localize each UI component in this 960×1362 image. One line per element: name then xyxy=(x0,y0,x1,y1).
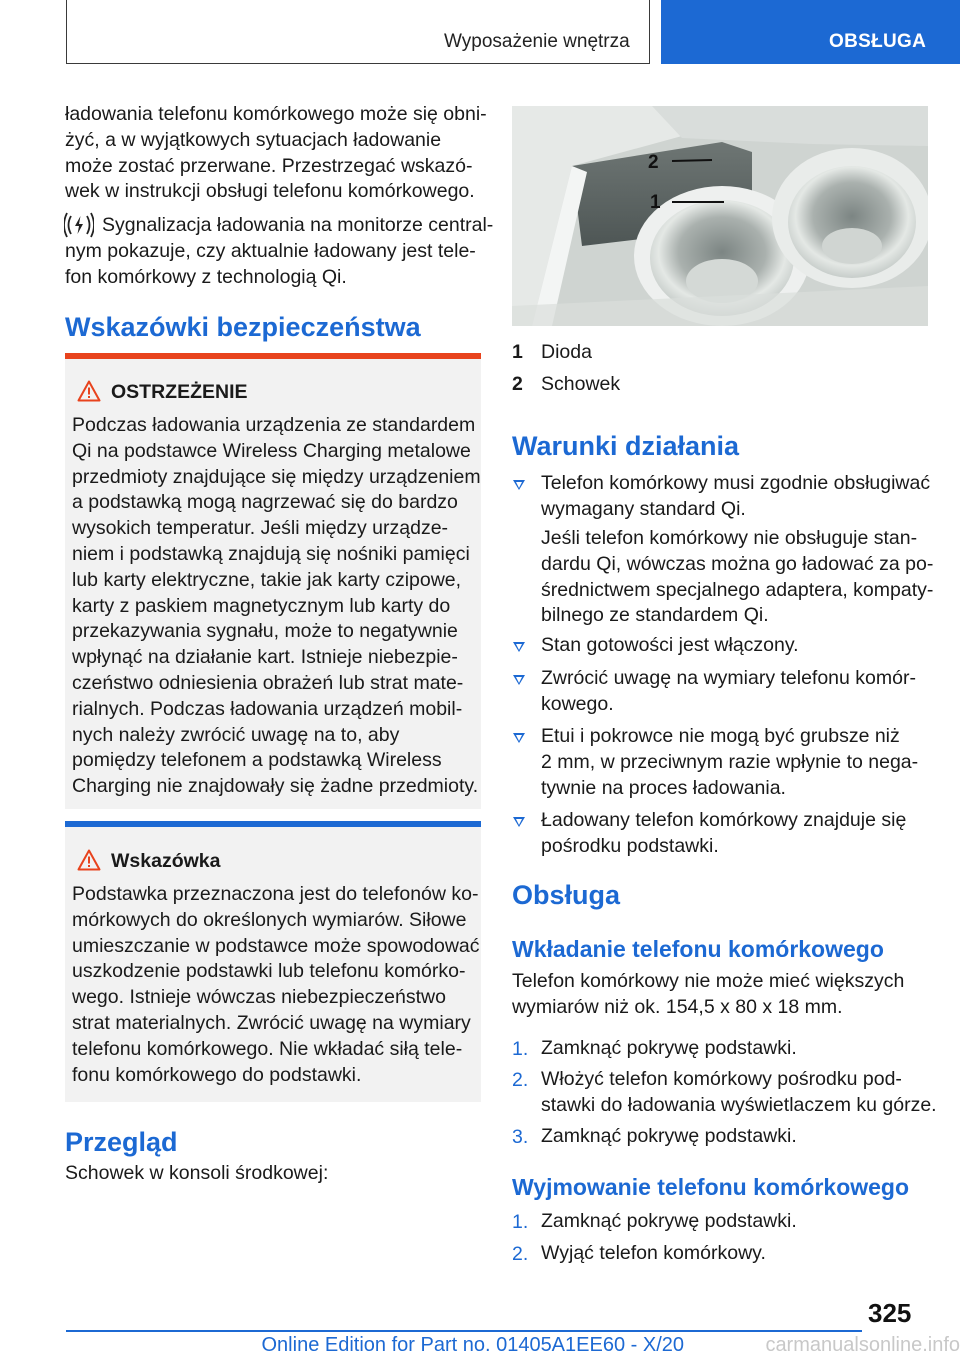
step-number: 2. xyxy=(512,1069,529,1091)
notice-line: wego. Istnieje wówczas niebezpieczeństwo xyxy=(72,986,446,1009)
page-number: 325 xyxy=(868,1298,912,1328)
notice-line: Podstawka przeznaczona jest do telefonów ko- xyxy=(72,883,479,905)
step-line: Włożyć telefon komórkowy pośrodku pod- xyxy=(541,1068,902,1090)
condition-line: pośrodku podstawki. xyxy=(541,834,719,857)
insert-text-line: Telefon komórkowy nie może mieć większych xyxy=(512,970,905,992)
notice-line: uszkodzenie podstawki lub telefonu komórko- xyxy=(72,960,466,983)
notice-triangle-icon xyxy=(77,849,101,871)
intro-line: ładowania telefonu komórkowego może się obni- xyxy=(65,103,487,125)
safety-heading: Wskazówki bezpieczeństwa xyxy=(65,312,421,342)
warning-line: niem i podstawką znajdują się nośniki pamięci xyxy=(72,542,470,565)
bullet-triangle-icon xyxy=(513,480,525,490)
notice-title: Wskazówka xyxy=(111,850,221,872)
condition-line: Stan gotowości jest włączony. xyxy=(541,634,799,656)
condition-line: wymagany standard Qi. xyxy=(541,497,746,520)
warning-title: OSTRZEŻENIE xyxy=(111,381,248,403)
remove-step xyxy=(541,1241,766,1267)
signal-paragraph xyxy=(65,213,493,290)
remove-step xyxy=(541,1209,797,1235)
signal-line: nym pokazuje, czy aktualnie ładowany jest tele- xyxy=(65,239,476,262)
step-line: Zamknąć pokrywę podstawki. xyxy=(541,1037,797,1059)
callout-2: 2 xyxy=(648,152,659,173)
condition-item xyxy=(541,471,930,523)
warning-bar xyxy=(65,353,481,359)
legend-label: Dioda xyxy=(541,341,592,363)
condition-line: 2 mm, w przeciwnym razie wpłynie to nega- xyxy=(541,750,919,773)
warning-line: wpłynąć na działanie kart. Istnieje niebezpie- xyxy=(72,646,458,669)
step-number: 3. xyxy=(512,1126,529,1148)
overview-heading: Przegląd xyxy=(65,1127,178,1157)
warning-line: a podstawką mogą nagrzewać się do bardzo xyxy=(72,491,458,514)
signal-line: Sygnalizacja ładowania na monitorze central- xyxy=(102,214,494,236)
callout-1: 1 xyxy=(650,192,661,213)
step-number: 1. xyxy=(512,1211,529,1233)
condition-line: Telefon komórkowy musi zgodnie obsługiwać xyxy=(541,472,931,494)
legend-label: Schowek xyxy=(541,373,621,395)
operation-heading: Obsługa xyxy=(512,880,621,910)
warning-line: karty z paskiem magnetycznym lub karty do xyxy=(72,594,451,617)
warning-line: wysokich temperatur. Jeśli między urządze- xyxy=(72,517,449,540)
legend-number: 1 xyxy=(512,341,523,363)
condition-item xyxy=(541,633,799,659)
warning-line: lub karty elektryczne, takie jak karty czipowe, xyxy=(72,568,462,591)
warning-line: nych należy zwrócić uwagę na to, aby xyxy=(72,723,400,746)
insert-text-line: wymiarów niż ok. 154,5 x 80 x 18 mm. xyxy=(512,995,843,1018)
notice-text xyxy=(72,882,480,1088)
warning-line: czeństwo odniesienia obrażeń lub strat mate- xyxy=(72,671,464,694)
warning-line: Charging nie znajdowały się żadne przedmioty. xyxy=(72,775,479,798)
condition-note-line: Jeśli telefon komórkowy nie obsługuje stan- xyxy=(541,527,918,549)
warning-line: Qi na podstawce Wireless Charging metalowe xyxy=(72,439,471,462)
warning-line: Podczas ładowania urządzenia ze standardem xyxy=(72,414,476,436)
bullet-triangle-icon xyxy=(513,675,525,685)
intro-line: wek w instrukcji obsługi telefonu komórkowego. xyxy=(65,180,475,203)
bullet-triangle-icon xyxy=(513,817,525,827)
condition-note xyxy=(541,526,933,629)
warning-line: pomiędzy telefonem a podstawką Wireless xyxy=(72,749,442,772)
warning-line: rialnych. Podczas ładowania urządzeń mobil- xyxy=(72,697,463,720)
conditions-heading: Warunki działania xyxy=(512,431,740,461)
chapter-tab-label: OBSŁUGA xyxy=(829,31,927,52)
overview-text xyxy=(65,1161,328,1187)
step-line: stawki do ładowania wyświetlaczem ku górze. xyxy=(541,1093,937,1116)
notice-line: strat materialnych. Zwrócić uwagę na wymiary xyxy=(72,1011,471,1034)
insert-step xyxy=(541,1036,797,1062)
condition-line: Ładowany telefon komórkowy znajduje się xyxy=(541,809,907,831)
condition-note-line: średnictwem specjalnego adaptera, kompaty- xyxy=(541,578,934,601)
bullet-triangle-icon xyxy=(513,733,525,743)
intro-paragraph xyxy=(65,102,487,205)
legend-number: 2 xyxy=(512,373,523,395)
notice-line: umieszczanie w podstawce może spowodować xyxy=(72,934,480,957)
overview-line: Schowek w konsoli środkowej: xyxy=(65,1162,329,1184)
condition-line: kowego. xyxy=(541,692,614,715)
condition-line: Zwrócić uwagę na wymiary telefonu komór- xyxy=(541,667,916,689)
notice-line: fonu komórkowego do podstawki. xyxy=(72,1063,362,1086)
charging-tray-photo xyxy=(512,106,928,326)
notice-bar xyxy=(65,821,481,827)
edition-text: Online Edition for Part no. 01405A1EE60 - X/20 xyxy=(261,1334,684,1356)
signal-line: fon komórkowy z technologią Qi. xyxy=(65,265,347,288)
footer-rule xyxy=(66,1330,862,1332)
step-line: Zamknąć pokrywę podstawki. xyxy=(541,1125,797,1147)
insert-text xyxy=(512,969,904,1021)
condition-note-line: bilnego ze standardem Qi. xyxy=(541,604,769,627)
step-number: 1. xyxy=(512,1038,529,1060)
watermark: carmanualsonline.info xyxy=(765,1334,960,1356)
bullet-triangle-icon xyxy=(513,642,525,652)
warning-text xyxy=(72,413,481,800)
condition-item xyxy=(541,666,916,718)
condition-item xyxy=(541,808,906,860)
remove-heading: Wyjmowanie telefonu komórkowego xyxy=(512,1174,910,1200)
notice-line: telefonu komórkowego. Nie wkładać siłą tele- xyxy=(72,1037,463,1060)
section-title: Wyposażenie wnętrza xyxy=(444,31,630,52)
step-line: Wyjąć telefon komórkowy. xyxy=(541,1242,766,1264)
warning-line: przedmioty znajdujące się między urządzeniem xyxy=(72,465,481,488)
insert-heading: Wkładanie telefonu komórkowego xyxy=(512,936,884,962)
condition-line: tywnie na proces ładowania. xyxy=(541,776,786,799)
warning-line: przekazywania sygnału, może to negatywnie xyxy=(72,620,458,643)
notice-line: mórkowych do określonych wymiarów. Siłowe xyxy=(72,908,467,931)
intro-line: żyć, a w wyjątkowych sytuacjach ładowanie xyxy=(65,128,442,151)
condition-note-line: dardu Qi, wówczas można go ładować za po- xyxy=(541,552,934,575)
insert-step xyxy=(541,1067,937,1119)
step-line: Zamknąć pokrywę podstawki. xyxy=(541,1210,797,1232)
condition-line: Etui i pokrowce nie mogą być grubsze niż xyxy=(541,725,900,747)
insert-step xyxy=(541,1124,797,1150)
intro-line: może zostać przerwane. Przestrzegać wskazó- xyxy=(65,154,473,177)
condition-item xyxy=(541,724,918,801)
warning-triangle-icon xyxy=(77,380,101,402)
step-number: 2. xyxy=(512,1243,529,1265)
